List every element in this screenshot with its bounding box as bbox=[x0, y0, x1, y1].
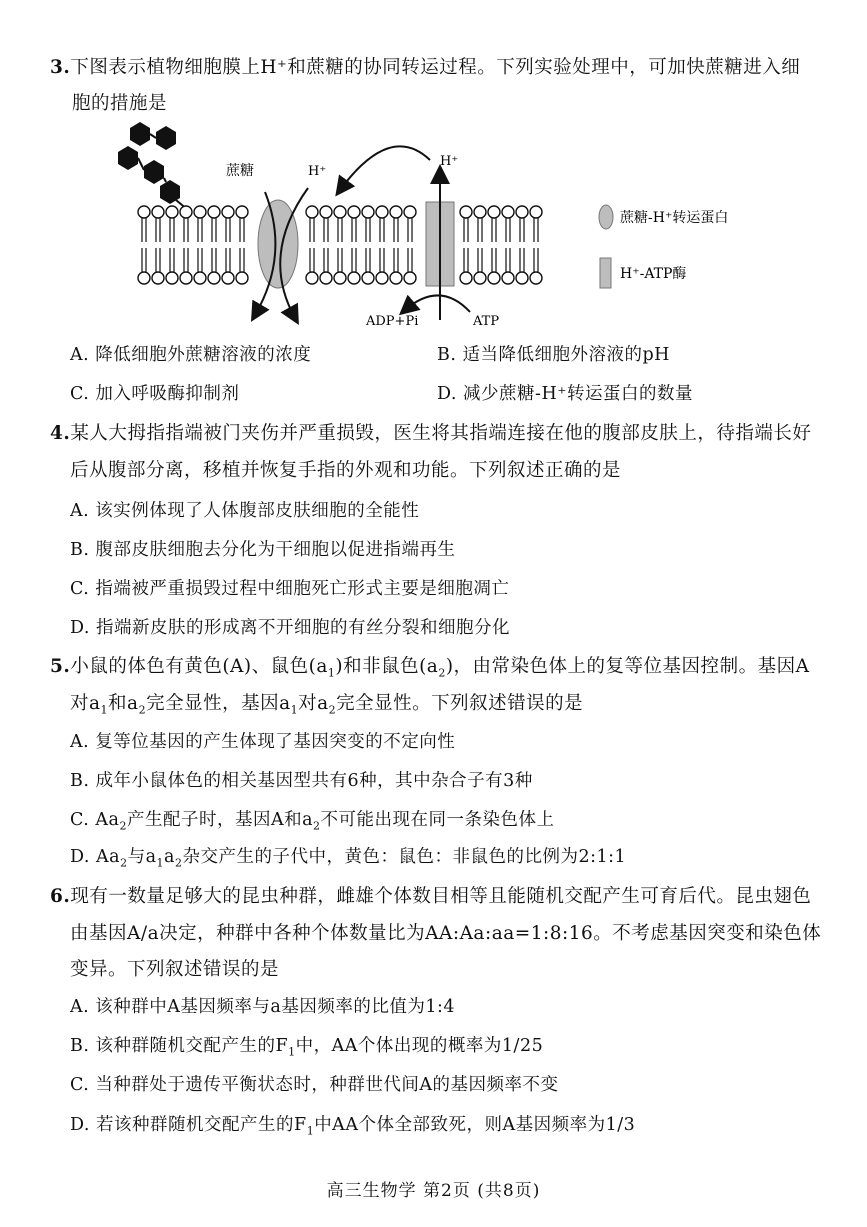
q3-option-a: A. 降低细胞外蔗糖溶液的浓度 bbox=[70, 345, 312, 365]
q3-membrane-figure bbox=[100, 120, 840, 335]
q3-option-d: D. 减少蔗糖-H⁺转运蛋白的数量 bbox=[437, 384, 693, 404]
label-h-left: H⁺ bbox=[308, 164, 327, 179]
page-footer: 高三生物学 第2页 (共8页) bbox=[326, 1181, 541, 1201]
legend-transporter-label: 蔗糖-H⁺转运蛋白 bbox=[620, 210, 729, 226]
q4-option-b: B. 腹部皮肤细胞去分化为干细胞以促进指端再生 bbox=[70, 540, 456, 560]
q5-option-a: A. 复等位基因的产生体现了基因突变的不定向性 bbox=[70, 732, 456, 752]
q5-option-c: C. $Aa_2$产生配子时，基因A和$a_2$不可能出现在同一条染色体上 bbox=[70, 810, 555, 833]
q4-option-a: A. 该实例体现了人体腹部皮肤细胞的全能性 bbox=[70, 501, 420, 521]
q6-stem-line3: 变异。下列叙述错误的是 bbox=[70, 959, 280, 980]
q3-option-c: C. 加入呼吸酶抑制剂 bbox=[70, 384, 240, 404]
q4-stem-line2: 后从腹部分离，移植并恢复手指的外观和功能。下列叙述正确的是 bbox=[70, 460, 622, 481]
atp-hydrolysis-arrow bbox=[405, 295, 470, 312]
label-adp: ADP+Pi bbox=[366, 314, 419, 329]
q6-number: 6. bbox=[50, 886, 71, 907]
sucrose-molecule-icon bbox=[118, 122, 188, 210]
q4-stem-line1: 4.某人大拇指指端被门夹伤并严重损毁，医生将其指端连接在他的腹部皮肤上，待指端长好 bbox=[50, 423, 812, 444]
q4-option-c: C. 指端被严重损毁过程中细胞死亡形式主要是细胞凋亡 bbox=[70, 579, 510, 599]
q6-stem-line1: 6.现有一数量足够大的昆虫种群，雌雄个体数目相等且能随机交配产生可育后代。昆虫翅色 bbox=[50, 886, 812, 907]
q5-stem-line1: 5.小鼠的体色有黄色(A)、鼠色$(a_1)$和非鼠色$(a_2)$，由常染色体上的复等位基因控制。基因A bbox=[50, 656, 810, 680]
q4-option-d: D. 指端新皮肤的形成离不开细胞的有丝分裂和细胞分化 bbox=[70, 618, 511, 638]
q5-stem-line2: 对$a_1$和$a_2$完全显性，基因$a_1$对$a_2$完全显性。下列叙述错误的是 bbox=[70, 693, 584, 717]
label-sucrose: 蔗糖 bbox=[226, 163, 254, 179]
legend-transporter-icon bbox=[599, 205, 613, 229]
q6-stem-line2: 由基因A/a决定，种群中各种个体数量比为AA:Aa:aa=1:8:16。不考虑基因突变和染色体 bbox=[70, 923, 822, 944]
q4-number: 4. bbox=[50, 423, 71, 444]
q3-number: 3. bbox=[50, 57, 71, 78]
q6-option-b: B. 该种群随机交配产生的$F_1$中，AA个体出现的概率为1/25 bbox=[70, 1036, 544, 1059]
q6-option-c: C. 当种群处于遗传平衡状态时，种群世代间A的基因频率不变 bbox=[70, 1075, 559, 1095]
h-return-arrow bbox=[340, 146, 430, 190]
q6-option-a: A. 该种群中A基因频率与a基因频率的比值为1:4 bbox=[70, 997, 455, 1017]
q3-stem-line2: 胞的措施是 bbox=[72, 93, 168, 114]
label-h-right: H⁺ bbox=[440, 154, 459, 169]
q5-option-b: B. 成年小鼠体色的相关基因型共有6种，其中杂合子有3种 bbox=[70, 771, 533, 791]
q5-option-d: D. $Aa_2$与$a_1a_2$杂交产生的子代中，黄色：鼠色：非鼠色的比例为2:1:1 bbox=[70, 847, 627, 870]
label-atp: ATP bbox=[473, 314, 500, 329]
q3-option-b: B. 适当降低细胞外溶液的pH bbox=[437, 345, 670, 365]
legend-atpase-label: H⁺-ATP酶 bbox=[620, 266, 687, 282]
q3-stem-line1: 3.下图表示植物细胞膜上H⁺和蔗糖的协同转运过程。下列实验处理中，可加快蔗糖进入细 bbox=[50, 57, 801, 78]
q6-option-d: D. 若该种群随机交配产生的$F_1$中AA个体全部致死，则A基因频率为1/3 bbox=[70, 1115, 636, 1138]
legend-atpase-icon bbox=[600, 258, 611, 288]
phospholipid-bilayer bbox=[138, 206, 542, 284]
q5-number: 5. bbox=[50, 656, 71, 677]
